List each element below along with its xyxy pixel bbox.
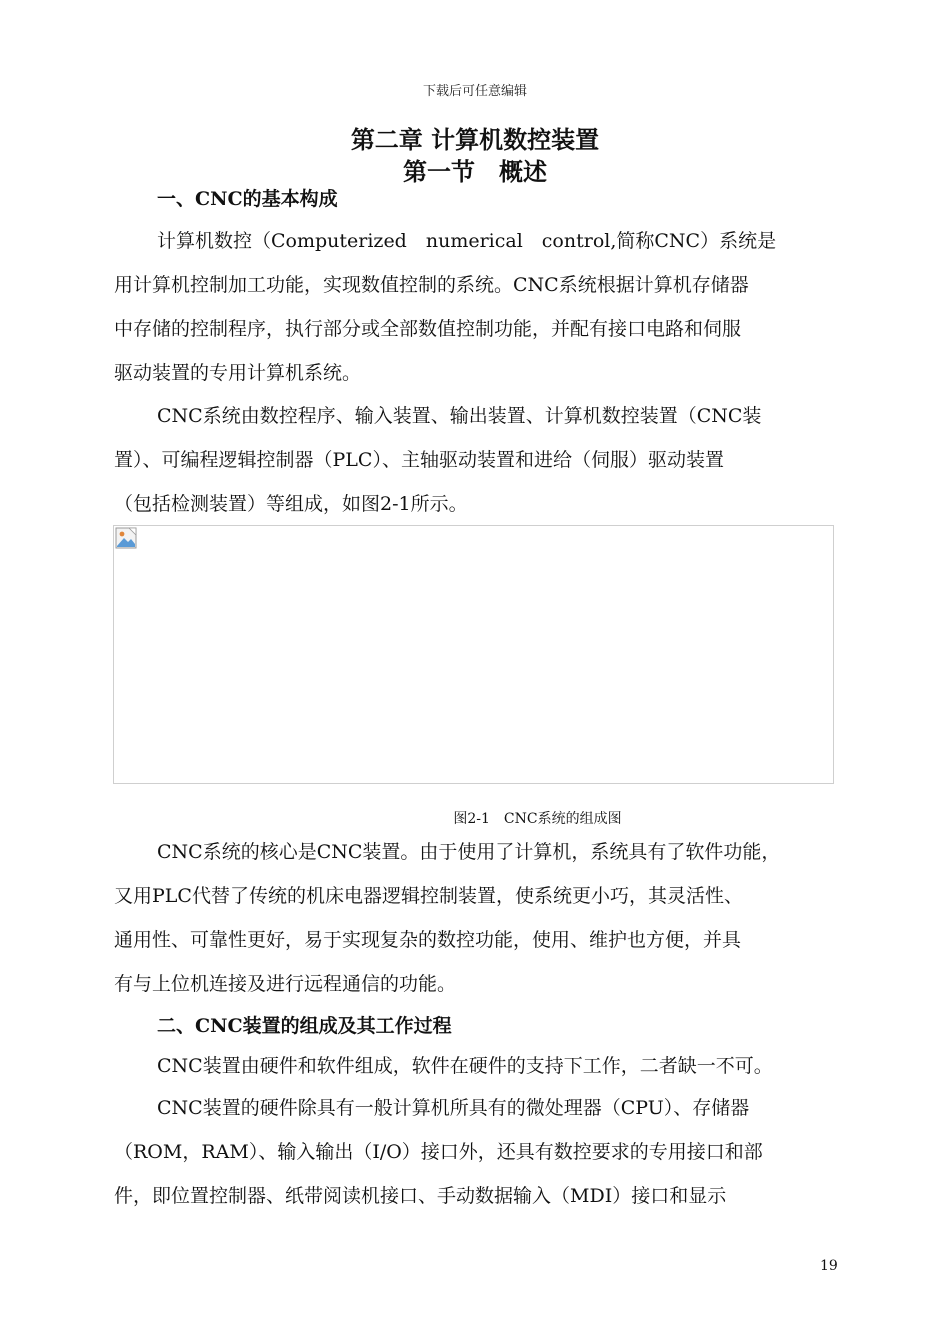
paragraph-line: （ROM，RAM）、输入输出（I/O）接口外，还具有数控要求的专用接口和部 (114, 1141, 763, 1163)
paragraph-line: 件，即位置控制器、纸带阅读机接口、手动数据输入（MDI）接口和显示 (114, 1185, 727, 1207)
paragraph-line: 有与上位机连接及进行远程通信的功能。 (114, 973, 457, 995)
heading-cnc-device-composition: 二、CNC装置的组成及其工作过程 (157, 1015, 452, 1037)
heading-cnc-basic-structure: 一、CNC的基本构成 (157, 188, 338, 210)
broken-image-icon (115, 527, 137, 549)
paragraph-line: 驱动装置的专用计算机系统。 (114, 362, 362, 384)
paragraph-line: 通用性、可靠性更好，易于实现复杂的数控功能，使用、维护也方便，并具 (114, 929, 742, 951)
paragraph-line: 用计算机控制加工功能，实现数值控制的系统。CNC系统根据计算机存储器 (114, 274, 749, 296)
paragraph-line: CNC系统由数控程序、输入装置、输出装置、计算机数控装置（CNC装 (157, 405, 762, 427)
paragraph-line: 置）、可编程逻辑控制器（PLC）、主轴驱动装置和进给（伺服）驱动装置 (114, 449, 724, 471)
page-header: 下载后可任意编辑 (422, 84, 527, 99)
paragraph-line: CNC系统的核心是CNC装置。由于使用了计算机，系统具有了软件功能， (157, 841, 781, 863)
paragraph-line: CNC装置的硬件除具有一般计算机所具有的微处理器（CPU）、存储器 (157, 1097, 750, 1119)
page-number: 19 (820, 1258, 838, 1274)
paragraph-line: 计算机数控（Computerized numerical control,简称CNC）系统是 (157, 230, 777, 252)
paragraph-line: （包括检测装置）等组成，如图2-1所示。 (114, 493, 468, 515)
section-title: 第一节 概述 (403, 157, 547, 186)
figure-caption: 图2-1 CNC系统的组成图 (453, 811, 622, 827)
paragraph-line: 中存储的控制程序，执行部分或全部数值控制功能，并配有接口电路和伺服 (114, 318, 742, 340)
figure-placeholder (113, 525, 834, 784)
paragraph-line: CNC装置由硬件和软件组成，软件在硬件的支持下工作，二者缺一不可。 (157, 1055, 773, 1077)
paragraph-line: 又用PLC代替了传统的机床电器逻辑控制装置，使系统更小巧，其灵活性、 (114, 885, 743, 907)
chapter-title: 第二章 计算机数控装置 (350, 125, 600, 154)
